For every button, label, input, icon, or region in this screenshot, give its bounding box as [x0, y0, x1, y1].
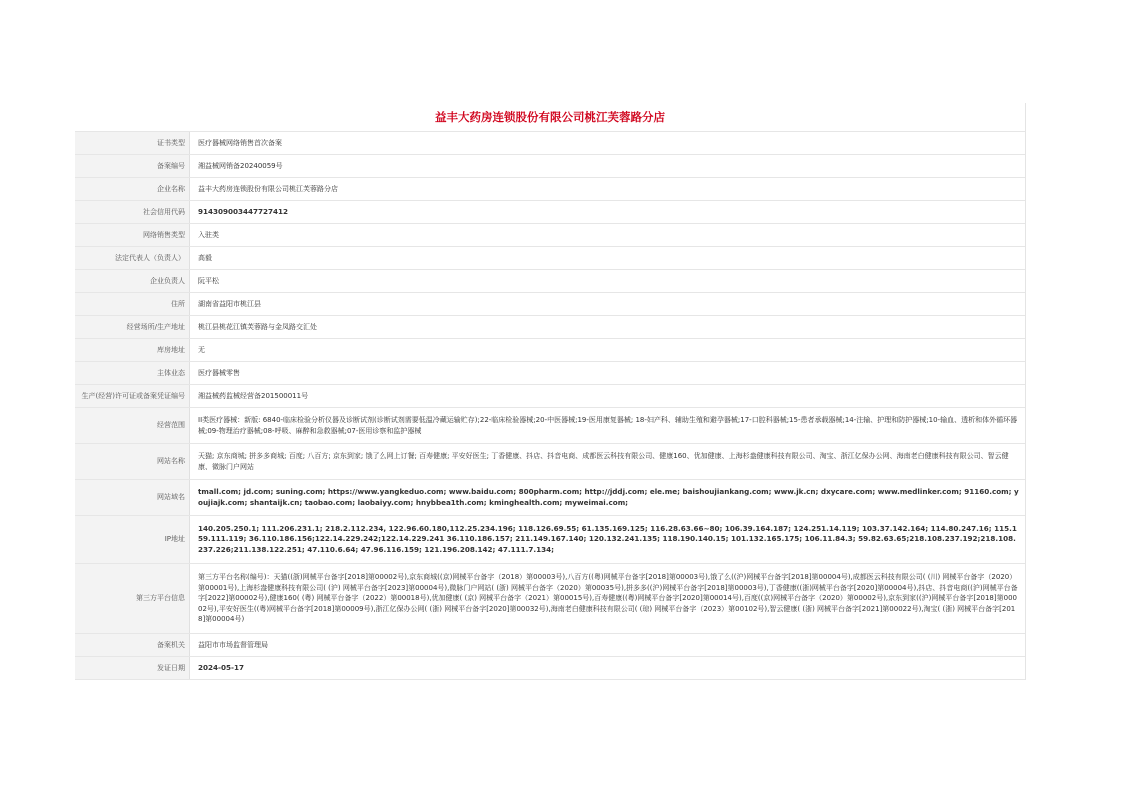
row-license-number — [75, 385, 1025, 408]
row-website-names — [75, 444, 1025, 480]
row-label: 证书类型 — [75, 132, 190, 155]
row-warehouse-address — [75, 339, 1025, 362]
row-filing-number — [75, 155, 1025, 178]
row-sales-type — [75, 224, 1025, 247]
row-value: tmall.com; jd.com; suning.com; https://www.yangkeduo.com; www.baidu.com; 800pharm.com; http://jddj.com; ele.me; baishoujiankang.com; www.jk.cn; dxycare.com; www.medlinker.com; 91160.com; youjiajk.com; shantaijk.cn; taobao.com; laobaiyy.com; hnybbea1th.com; kminghealth.com; myweimai.com; — [190, 480, 1026, 516]
row-label: 企业负责人 — [75, 270, 190, 293]
page-title: 益丰大药房连锁股份有限公司桃江芙蓉路分店 — [75, 103, 1025, 132]
row-business-scope — [75, 408, 1025, 444]
row-value: 91430900344​7727412 — [190, 201, 1026, 224]
row-business-form — [75, 362, 1025, 385]
row-label: 生产(经营)许可证或备案凭证编号 — [75, 385, 190, 408]
row-value: 第三方平台名称(编号)：天猫((浙)网械平台备字[2018]第00002号),京东商城((京)网械平台备字（2018）第00003号),八百方((粤)网械平台备字[2018]第00003号),饿了么((沪)网械平台备字[2018]第00004号),成都医云科技有限公司( (川) 网械平台备字（2020）第00001号),上海杉盎健康科技有限公司( (沪) 网械平台备字[2023]第00004号),微脉门户网站( (浙) 网械平台备字（2020）第00035号),拼多多((沪)网械平台备字[2018]第00003号),丁香健康((浙)网械平台备字[2020]第00004号),抖店、抖音电商((沪)网械平台备字[2022]第00002号),健康160( (粤) 网械平台备字（2022）第00018号),优加健康( (京) 网械平台备字（2021）第00015号),百寿健康((粤)网械平台备字[2020]第00014号),百度((京)网械平台备字（2020）第00002号),京东到家((沪)网械平台备字[2018]第00002号),平安好医生((粤)网械平台备字[2018]第00009号),浙江亿保办公网( (浙) 网械平台备字[2020]第00032号),海南老白健康科技有限公司( (琼) 网械平台备字（2023）第00102号),智云健康( (浙) 网械平台备字[2021]第00022号),淘宝( (浙) 网械平台备字[2018]第00004号) — [190, 564, 1026, 634]
row-website-domains — [75, 480, 1025, 516]
row-label: 库房地址 — [75, 339, 190, 362]
row-value: 入驻类 — [190, 224, 1026, 247]
row-credit-code — [75, 201, 1025, 224]
row-value: 湘益械药监械经营备201500011号 — [190, 385, 1026, 408]
row-value: 桃江县桃花江镇芙蓉路与金凤路交汇处 — [190, 316, 1026, 339]
row-value: 医疗器械零售 — [190, 362, 1026, 385]
row-value: 2024-05-17 — [190, 657, 1026, 680]
row-domicile — [75, 293, 1025, 316]
row-label: 法定代表人（负责人） — [75, 247, 190, 270]
row-legal-representative — [75, 247, 1025, 270]
row-label: 备案机关 — [75, 634, 190, 657]
row-label: 经营场所/生产地址 — [75, 316, 190, 339]
row-certificate-type — [75, 132, 1025, 155]
row-value: 高毅 — [190, 247, 1026, 270]
row-label: 网站域名 — [75, 480, 190, 516]
row-ip-addresses — [75, 516, 1025, 564]
row-value: 湖南省益阳市桃江县 — [190, 293, 1026, 316]
record-table — [75, 132, 1025, 680]
row-label: 企业名称 — [75, 178, 190, 201]
row-business-address — [75, 316, 1025, 339]
row-label: 发证日期 — [75, 657, 190, 680]
row-value: 益丰大药房连锁股份有限公司桃江芙蓉路分店 — [190, 178, 1026, 201]
row-value: 天猫; 京东商城; 拼多多商城; 百度; 八百方; 京东到家; 饿了么网上订餐; 百寿健康; 平安好医生; 丁香健康、抖店、抖音电商、成都医云科技有限公司、健康160、优加健康、上海杉盎健康科技有限公司、淘宝、浙江亿保办公网、海南老白健康科技有限公司、智云健康、微脉门户网站 — [190, 444, 1026, 480]
row-value: II类医疗器械：新版: 6840-临床检验分析仪器及诊断试剂(诊断试剂需要低温冷藏运输贮存);22-临床检验器械;20-中医器械;19-医用康复器械; 18-妇产科、辅助生殖和避孕器械;17-口腔科器械;15-患者承载器械;14-注输、护理和防护器械;10-输血、透析和体外循环器械;09-物理治疗器械;08-呼吸、麻醉和急救器械;07-医用诊察和监护器械 — [190, 408, 1026, 444]
row-label: 备案编号 — [75, 155, 190, 178]
row-third-party-platforms — [75, 564, 1025, 634]
row-company-name — [75, 178, 1025, 201]
row-company-manager — [75, 270, 1025, 293]
row-value: 益阳市市场监督管理局 — [190, 634, 1026, 657]
row-label: 第三方平台信息 — [75, 564, 190, 634]
row-label: 住所 — [75, 293, 190, 316]
row-label: 主体业态 — [75, 362, 190, 385]
row-value: 140.205.250.1; 111.206.231.1; 218.2.112.234, 122.96.60.180,112.25.234.196; 118.126.69.55; 61.135.169.125; 116.28.63.66~80; 106.39.164.187; 124.251.14.119; 103.37.142.164; 114.80.247.16; 115.159.111.119; 36.110.186.156;122.14.229.242;122.14.229.241 36.110.186.157; 211.149.167.140; 120.132.241.135; 118.190.140.15; 101.132.165.175; 106.11.84.3; 59.82.63.65;218.108.237.192;218.108.237.226;211.138.122.251; 47.110.6.64; 47.96.116.159; 121.196.208.142; 47.111.7.134; — [190, 516, 1026, 564]
row-value: 湘益械网销备20240059号 — [190, 155, 1026, 178]
record-sheet — [75, 103, 1026, 680]
row-label: 网站名称 — [75, 444, 190, 480]
row-filing-authority — [75, 634, 1025, 657]
row-label: IP地址 — [75, 516, 190, 564]
row-value: 无 — [190, 339, 1026, 362]
row-issue-date — [75, 657, 1025, 680]
row-label: 网络销售类型 — [75, 224, 190, 247]
row-label: 经营范围 — [75, 408, 190, 444]
row-label: 社会信用代码 — [75, 201, 190, 224]
row-value: 阮平松 — [190, 270, 1026, 293]
row-value: 医疗器械网络销售首次备案 — [190, 132, 1026, 155]
